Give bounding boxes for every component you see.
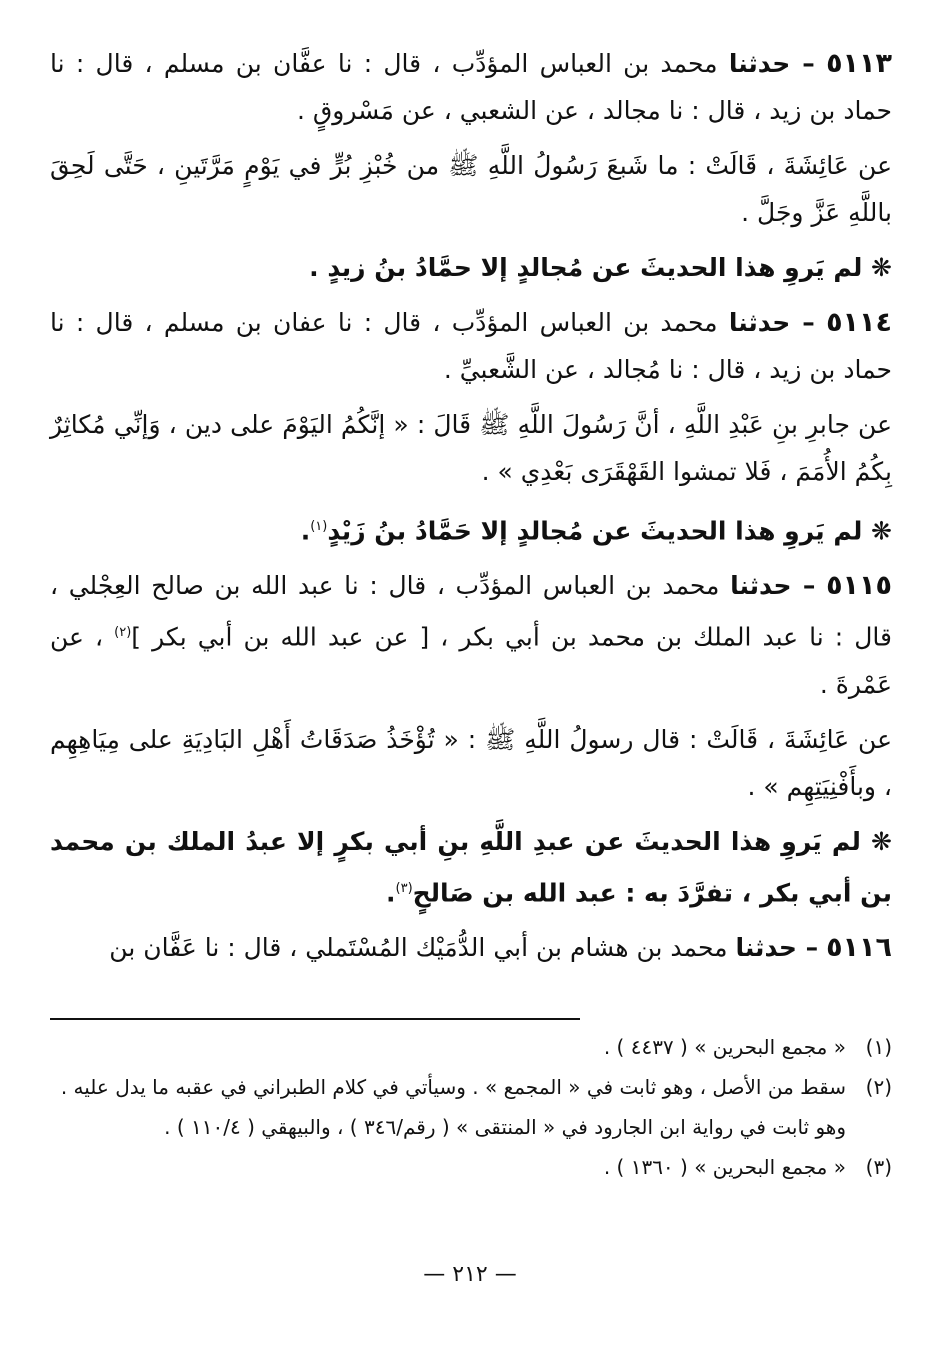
hadith-number: ٥١١٤ <box>826 307 892 338</box>
hadith-chain-tail: ، عن عَمْرةَ . <box>50 622 892 699</box>
hadith-comment-text: ❋ لم يَروِ هذا الحديثَ عن مُجالدٍ إلا حمَّادُ بنُ زيدٍ . <box>309 253 892 282</box>
hadith-number: ٥١١٥ <box>826 570 892 602</box>
footnote-divider <box>50 1018 580 1020</box>
footnote-text: « مجمع البحرين » ( ٤٤٣٧ ) . <box>603 1035 846 1059</box>
hadith-chain: محمد بن العباس المؤدِّب ، قال : نا عفَّان بن مسلم ، قال : نا حماد بن زيد ، قال : نا مجالد ، عن الشعبي ، عن مَسْروقٍ . <box>50 49 892 125</box>
footnote-number: (١) <box>865 1035 892 1059</box>
footnote-number: (٣) <box>865 1155 892 1179</box>
hadith-lead: – حدثنا <box>728 308 815 337</box>
hadith-isnad <box>50 40 892 134</box>
hadith-number: ٥١١٣ <box>826 48 892 79</box>
footnote-text: سقط من الأصل ، وهو ثابت في « المجمع » . وسيأتي في كلام الطبراني في عقبه ما يدل عليه . <box>60 1075 846 1099</box>
hadith-matn: عن جابرِ بنِ عَبْدِ اللَّهِ ، أنَّ رَسُولَ اللَّهِ ﷺ قَالَ : « إنَّكُمُ اليَوْمَ على دين ، وَإنِّي مُكاثِرٌ بِكُمُ الأُمَمَ ، فَلا تمشوا القَهْقَرَى بَعْدِي » . <box>50 410 892 486</box>
hadith-comment-text: ❋ لم يَروِ هذا الحديثَ عن مُجالدٍ إلا حَمَّادُ بنُ زَيْدٍ <box>327 516 892 546</box>
footnote-number: (٢) <box>865 1075 892 1099</box>
footnote <box>50 1070 892 1104</box>
footnote-continuation <box>50 1110 892 1144</box>
page-number: — ٢١٢ — <box>423 1262 517 1287</box>
hadith-isnad <box>50 562 892 707</box>
hadith-comment-text: ❋ لم يَروِ هذا الحديثَ عن عبدِ اللَّهِ بنِ أبي بكرٍ إلا عبدُ الملك بن محمد بن أبي بكر ، تفرَّدَ به : عبد الله بن صَالحٍ <box>50 826 892 907</box>
hadith-chain: محمد بن هشام بن أبي الدُّمَيْك المُسْتَملي ، قال : نا عَفَّان بن <box>109 932 728 962</box>
hadith-comment: ❋ لم يَروِ هذا الحديثَ عن عبدِ اللَّهِ بنِ أبي بكرٍ إلا عبدُ الملك بن محمد بن أبي بكر ، تفرَّدَ به : عبد الله بن صَالحٍ$^{(٣)}$. <box>50 826 892 907</box>
hadith-comment: ❋ لم يَروِ هذا الحديثَ عن مُجالدٍ إلا حَمَّادُ بنُ زَيْدٍ$^{(١)}$. <box>300 516 892 546</box>
hadith-isnad <box>50 924 892 971</box>
hadith-isnad <box>50 299 892 393</box>
hadith-chain: محمد بن العباس المؤدِّب ، قال : نا عبد الله بن صالح العِجْلي ، قال : نا عبد الملك بن محمد بن أبي بكر ، [ عن عبد الله بن أبي بكر ] <box>50 571 892 652</box>
hadith-chain: محمد بن العباس المؤدِّب ، قال : نا عفان بن مسلم ، قال : نا حماد بن زيد ، قال : نا مُجالد ، عن الشَّعبيِّ . <box>50 308 892 384</box>
footnotes <box>50 1030 892 1190</box>
hadith-matn: عن عَائِشَةَ ، قَالَتْ : ما شَبعَ رَسُولُ اللَّهِ ﷺ من خُبْزِ بُرٍّ في يَوْمٍ مَرَّتَينِ ، حَتَّى لَحِقَ باللَّهِ عَزَّ وجَلَّ . <box>50 151 892 227</box>
footnote-text: « مجمع البحرين » ( ١٣٦٠ ) . <box>603 1155 846 1179</box>
footnote-ref: (٣) <box>395 880 413 896</box>
footnote-text: وهو ثابت في رواية ابن الجارود في « المنتقى » ( رقم/٣٤٦ ) ، والبيهقي ( ١١٠/٤ ) . <box>164 1115 846 1139</box>
hadith-matn: عن عَائِشَةَ ، قَالَتْ : قال رسولُ اللَّهِ ﷺ : « تُؤْخَذُ صَدَقَاتُ أَهْلِ البَادِيَةِ على مِيَاهِهِم ، وبأَفْنِيَتِهِم » . <box>50 724 892 801</box>
hadith-lead: – حدثنا <box>735 932 819 962</box>
hadith-number: ٥١١٦ <box>826 931 892 963</box>
hadith-lead: – حدثنا <box>728 49 815 78</box>
footnote <box>50 1030 892 1064</box>
footnote <box>50 1150 892 1184</box>
main-text <box>50 40 892 979</box>
footnote-ref: (١) <box>310 519 328 534</box>
hadith-comment <box>50 244 892 291</box>
hadith-lead: – حدثنا <box>730 571 816 601</box>
footnote-ref: (٢) <box>114 625 132 641</box>
